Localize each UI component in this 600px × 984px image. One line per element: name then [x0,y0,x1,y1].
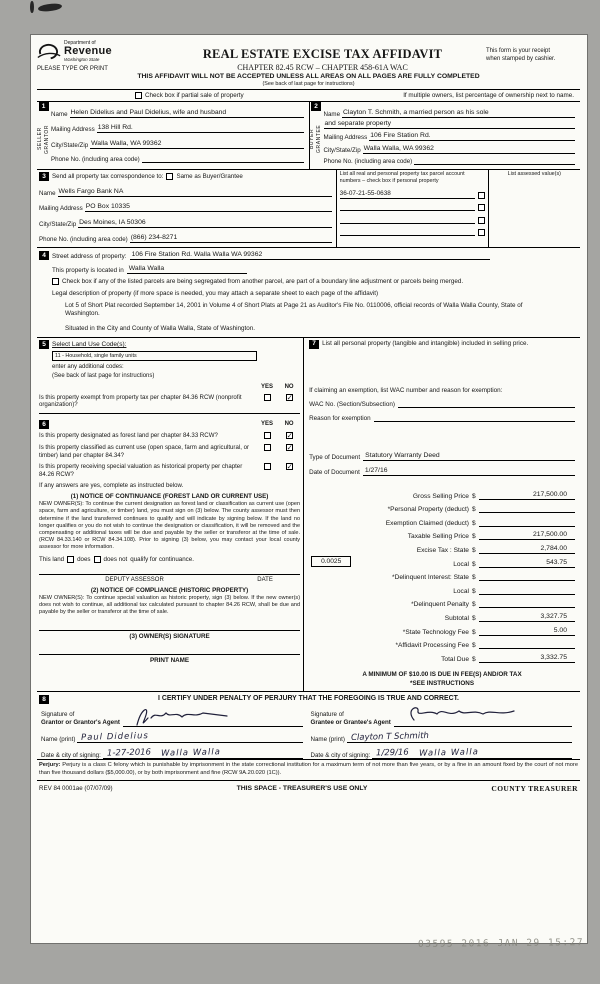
deputy-date-label: DATE [257,576,273,583]
land-use-see-back-note: (See back of last page for instructions) [52,373,155,379]
property-location-section [37,248,580,338]
dollar-sign: $ [471,642,476,650]
taxable-selling-price-value[interactable]: 217,500.00 [479,530,575,540]
street-address-value[interactable]: 106 Fire Station Rd. Walla Walla WA 99362 [130,251,490,260]
seller-phone-row [51,155,304,163]
doc-date-row [309,467,575,476]
tax-computation-section [303,338,580,691]
does-not-checkbox[interactable] [94,556,101,563]
qualify-pre-label: This land [39,555,65,563]
if-yes-note: If any answers are yes, complete as instructed below. [39,482,184,490]
please-type-or-print-note: PLEASE TYPE OR PRINT [37,66,108,72]
land-use-section [39,340,300,409]
correspondence-csz-row [39,219,332,228]
correspondence-phone-row [39,234,332,243]
tax-correspondence-section [37,170,580,248]
grantee-name-print-label: Name (print) [310,736,345,744]
seller-csz-label: City/State/Zip [51,141,89,149]
dollar-sign: $ [471,574,476,582]
yes-no-header-6 [39,420,300,429]
wac-row [309,400,575,408]
section-6-badge: 6 [39,420,49,429]
grantor-signature-cell [39,703,309,727]
excise-tax-state-row: Excise Tax : State $ 2,784.00 [309,540,575,554]
historic-yes-checkbox[interactable] [264,463,271,470]
correspondence-name-value[interactable]: Wells Fargo Bank NA [58,188,332,197]
partial-sale-label: Check box if partial sale of property [145,92,244,99]
legal-description-text[interactable]: Lot 5 of Short Plat recorded September 14, 2001 in Volume 4 of Short Plats at Page 21 as Auditor's File No. 0110006, official records of Walla Walla County, State of Washington. [65,301,523,317]
rev-form-number: REV 84 0001ae (07/07/09) [39,785,113,793]
grantee-signature-label-2: Grantee or Grantee's Agent [310,719,391,727]
street-address-label: Street address of property: [52,253,127,260]
dollar-sign: $ [471,601,476,609]
doc-type-label: Type of Document [309,454,361,461]
subtotal-value[interactable]: 3,327.75 [479,612,575,622]
seller-buyer-block [37,102,580,170]
parcel-number-4[interactable] [340,228,475,236]
historic-question: Is this property receiving special valuation as historical property per chapter 84.26 RCW? [39,463,243,478]
buyer-csz-row [324,145,576,154]
agency-wordmark [64,40,112,62]
exempt-question-row [39,394,300,409]
section-2-badge: 2 [311,102,321,111]
delinquent-interest-local-value[interactable] [479,586,575,595]
current-use-question-row [39,444,300,459]
excise-tax-affidavit-form [30,34,588,944]
correspondence-csz-value[interactable]: Des Moines, IA 50306 [78,219,332,228]
agency-name: Revenue [64,45,112,57]
receipt-note-line1: This form is your receipt [486,48,551,54]
revenue-swoosh-icon [37,41,61,62]
perjury-label: Perjury: [39,762,61,769]
buyer-phone-value[interactable] [414,157,575,165]
dollar-sign: $ [471,587,476,595]
seller-name-row [51,109,304,118]
state-technology-fee-row: *State Technology Fee $ 5.00 [309,622,575,636]
notice2-title: (2) NOTICE OF COMPLIANCE (HISTORIC PROPERTY) [90,586,249,594]
parcel-row-1 [340,190,485,199]
buyer-name-row-2 [324,120,576,129]
owners-signature-label: (3) OWNER(S) SIGNATURE [129,633,210,641]
yes-no-header-5 [39,384,300,390]
see-back-note: (See back of last page for instructions) [262,81,355,87]
reason-row [309,414,575,422]
grantor-date-city-cell [39,743,309,759]
receipt-note [486,47,580,63]
correspondence-mailing-label: Mailing Address [39,205,83,212]
grantee-city-value: Walla Walla [419,747,480,760]
grantee-date-city-label: Date & city of signing: [310,752,371,760]
does-label: does [77,555,91,563]
dollar-sign: $ [471,519,476,527]
form-footer [37,780,580,793]
land-use-code-value: 11 - Household, single family units [55,353,137,359]
seller-mailing-row [51,124,304,133]
section-3-badge: 3 [39,172,49,181]
excise-tax-state-value[interactable]: 2,784.00 [479,544,575,554]
buyer-mailing-value[interactable]: 106 Fire Station Rd. [369,132,575,141]
gross-selling-price-value[interactable]: 217,500.00 [479,490,575,500]
excise-tax-local-value[interactable]: 543.75 [479,558,575,568]
certification-section [37,692,580,760]
no-column-label-6: NO [284,421,294,428]
forest-question: Is this property designated as forest land per chapter 84.33 RCW? [39,432,218,440]
section-1-badge: 1 [39,102,49,111]
scan-artifact [38,3,63,13]
assessed-values-column [488,170,580,247]
grantee-signature-cell [309,703,579,727]
grantee-signature-field[interactable] [394,705,572,727]
forest-yes-checkbox[interactable] [264,432,271,439]
seller-csz-row [51,140,304,149]
parcel-number-2[interactable] [340,203,475,211]
historic-question-row [39,463,300,478]
completion-warning: THIS AFFIDAVIT WILL NOT BE ACCEPTED UNLESS ALL AREAS ON ALL PAGES ARE FULLY COMPLETED [137,73,480,80]
grantor-signature-field[interactable] [123,705,303,727]
buyer-mailing-label: Mailing Address [323,134,368,141]
parcel-row-2 [340,203,485,211]
dollar-sign: $ [471,492,476,500]
seller-rail [37,102,50,165]
doc-date-label: Date of Document [309,469,360,476]
total-due-row: Total Due $ 3,332.75 [309,649,575,663]
exemption-claimed-value[interactable] [479,518,575,527]
same-as-buyer-checkbox[interactable] [166,173,173,180]
buyer-mailing-row [324,132,576,141]
see-instructions-note: *SEE INSTRUCTIONS [410,679,475,687]
dollar-sign: $ [471,614,476,622]
additional-codes-label: enter any additional codes: [52,364,124,370]
dollar-sign: $ [471,506,476,514]
delinquent-interest-local-row: Local $ [309,581,575,595]
does-checkbox[interactable] [67,556,74,563]
deputy-assessor-row [39,577,300,583]
segregated-label: Check box if any of the listed parcels are being segregated from another parcel, are part of a boundary line adjustment or parcels being merged. [62,278,464,285]
qualify-post-label: qualify for continuance. [130,555,194,563]
personal-property-deduct-row: *Personal Property (deduct) $ [309,500,575,514]
grantor-date-city-label: Date & city of signing: [41,752,101,760]
section-7-badge: 7 [309,340,319,349]
form-subtitle: CHAPTER 82.45 RCW – CHAPTER 458-61A WAC [237,63,408,72]
seller-mailing-label: Mailing Address [51,126,95,133]
buyer-csz-label: City/State/Zip [323,146,361,154]
current-use-yes-checkbox[interactable] [264,444,271,451]
correspondence-mailing-value[interactable]: PO Box 10335 [85,203,332,212]
dor-logo [37,40,159,62]
dollar-sign: $ [471,546,476,554]
personal-property-checkbox-1[interactable] [478,192,485,199]
correspondence-mailing-row [39,203,332,212]
land-use-select-label: Select Land Use Code(s): [52,341,127,348]
grantor-date-city-field[interactable] [103,748,303,759]
buyer-grantee-section [309,102,581,169]
print-name-label: PRINT NAME [149,657,190,665]
seller-name-value[interactable]: Helen Didelius and Paul Didelius, wife and husband [70,109,304,118]
print-name-line[interactable] [39,640,300,655]
multiple-owners-note: If multiple owners, list percentage of ownership next to name. [403,92,574,99]
gross-selling-price-row: Gross Selling Price $ 217,500.00 [309,486,575,500]
county-treasurer-label: COUNTY TREASURER [491,784,578,794]
doc-type-value[interactable]: Statutory Warranty Deed [363,452,575,461]
correspondence-phone-label: Phone No. (including area code) [39,236,128,243]
parcel-number-1[interactable]: 36-07-21-55-0638 [340,190,475,199]
seller-grantor-section [37,102,309,169]
delinquent-interest-state-value[interactable] [479,572,575,581]
reason-value[interactable] [374,414,575,422]
current-use-question: Is this property classified as current use (open space, farm and agricultural, or timber) land per chapter 84.34? [39,444,249,459]
exemption-note: If claiming an exemption, list WAC number and reason for exemption: [309,387,503,394]
buyer-phone-label: Phone No. (including area code) [323,158,413,165]
classification-section [39,413,300,665]
section-4-badge: 4 [39,251,49,260]
state-technology-fee-value[interactable]: 5.00 [479,626,575,636]
minimum-fee-note: A MINIMUM OF $10.00 IS DUE IN FEE(S) AND/OR TAX *SEE INSTRUCTIONS [309,671,575,689]
seller-csz-value[interactable]: Walla Walla, WA 99362 [90,140,303,149]
seller-phone-label: Phone No. (including area code) [51,156,140,163]
personal-property-checkbox-3[interactable] [478,217,485,224]
dollar-sign: $ [471,655,476,663]
grantee-name-print-field[interactable] [347,732,572,743]
dollar-sign: $ [471,560,476,568]
taxable-selling-price-row: Taxable Selling Price $ 217,500.00 [309,527,575,541]
total-due-value[interactable]: 3,332.75 [479,653,575,663]
located-in-label: This property is located in [52,266,124,274]
form-title: REAL ESTATE EXCISE TAX AFFIDAVIT [202,47,443,61]
forest-no-checkbox[interactable]: ✓ [286,431,293,441]
correspondence-send-row [39,172,332,181]
notice1-title: (1) NOTICE OF CONTINUANCE (FOREST LAND OR CURRENT USE) [70,493,269,501]
grantor-city-value: Walla Walla [160,747,221,760]
seller-phone-value[interactable] [142,155,304,163]
grantor-signature-label-2: Grantor or Grantor's Agent [41,719,120,727]
buyer-name-value-2[interactable]: and separate property [324,120,576,129]
parcel-numbers-header: List all real and personal property tax parcel account numbers – check box if personal property [339,171,465,185]
grantor-signature [131,703,251,731]
deputy-assessor-signature-line[interactable] [39,563,300,575]
certify-statement: I CERTIFY UNDER PENALTY OF PERJURY THAT THE FOREGOING IS TRUE AND CORRECT. [158,695,459,703]
correspondence-csz-label: City/State/Zip [39,220,77,228]
same-as-buyer-label: Same as Buyer/Grantee [176,173,243,180]
wac-label: WAC No. (Section/Subsection) [309,401,395,408]
dollar-sign: $ [471,628,476,636]
perjury-notice [37,760,580,778]
buyer-phone-row [324,157,576,165]
buyer-name-value[interactable]: Clayton T. Schmith, a married person as his sole [342,109,575,118]
wac-value[interactable] [398,400,575,408]
seller-grantor-vertical-label: SELLER GRANTOR [36,124,50,154]
personal-property-label: List all personal property (tangible and intangible) included in selling price. [322,340,529,347]
section-8-badge: 8 [39,695,49,704]
header-left [37,40,159,72]
assessed-values-header: List assessed value(s) [507,171,561,177]
correspondence-phone-value[interactable]: (866) 234-8271 [130,234,332,243]
scan-artifact [30,1,34,13]
correspondence-name-label: Name [39,189,56,197]
located-in-value[interactable]: Walla Walla [127,265,247,274]
partial-sale-checkbox[interactable] [135,92,142,99]
buyer-name-label: Name [323,110,341,118]
section-5-badge: 5 [39,340,49,349]
exempt-yes-checkbox[interactable] [264,394,271,401]
deputy-assessor-label: DEPUTY ASSESSOR [105,576,164,583]
lower-two-columns [37,338,580,692]
send-correspondence-label: Send all property tax correspondence to: [52,173,164,180]
grantor-date-value: 1-27-2016 [106,747,151,759]
subtotal-row: Subtotal $ 3,327.75 [309,608,575,622]
yes-column-label: YES [261,384,274,390]
treasurer-space-label: THIS SPACE - TREASURER'S USE ONLY [236,785,368,793]
local-rate-box[interactable]: 0.0025 [311,556,351,567]
reason-label: Reason for exemption [309,415,371,422]
parcel-row-3 [340,216,485,224]
grantor-name-print-label: Name (print) [41,736,76,744]
delinquent-interest-state-row: *Delinquent Interest: State $ [309,568,575,582]
buyer-grantee-vertical-label: BUYER GRANTEE [309,124,322,154]
notice1-body: NEW OWNER(S): To continue the current designation as forest land or classification as current use (open space, farm and agriculture, or timber) land, you must sign on (3) below. The county assessor must then determine if the land transferred continues to qualify and will indicate by signing below. If the land no longer qualifies or you do not wish to continue the designation or classification, it will be removed and the compensating or additional taxes will be due and payable by the seller or transferor at the time of sale. (RCW 84.33.140 or RCW 84.34.108). Prior to signing (3) below, you may contact your local county assessor for more information. [39,501,301,551]
header-center [159,40,486,72]
buyer-name-row [324,109,576,118]
parcel-row-4 [340,228,485,236]
grantee-date-city-field[interactable] [372,748,572,759]
segregated-checkbox[interactable] [52,278,59,285]
personal-property-checkbox-4[interactable] [478,229,485,236]
grantor-signature-label-1: Signature of [41,711,75,719]
does-not-label: does not [103,555,128,563]
grantee-date-value: 1/29/16 [376,747,410,759]
current-use-no-checkbox[interactable]: ✓ [286,443,293,453]
forest-question-row [39,432,300,441]
grantor-name-print-value: Paul Didelius [81,731,150,744]
grantee-signature-label-1: Signature of [310,711,344,719]
affidavit-processing-fee-value[interactable] [479,640,575,649]
dollar-sign: $ [471,533,476,541]
owners-signature-line[interactable] [39,616,300,631]
cashier-date-stamp: 03595 2016 JAN 29 15:27 [417,937,585,950]
situated-text[interactable]: Situated in the City and County of Walla Walla, State of Washington. [65,324,256,332]
delinquent-penalty-row: *Delinquent Penalty $ [309,595,575,609]
no-column-label: NO [284,384,294,390]
delinquent-penalty-value[interactable] [479,599,575,608]
doc-type-row [309,452,575,461]
grantee-name-print-value: Clayton T Schmith [350,731,429,744]
grantor-name-print-field[interactable] [77,732,302,743]
seller-name-label: Name [51,110,68,118]
parcel-numbers-column [336,170,488,247]
qualify-row [39,556,300,563]
grantee-date-city-cell [309,743,579,759]
exemption-claimed-row: Exemption Claimed (deduct) $ [309,513,575,527]
seller-mailing-value[interactable]: 138 Hill Rd. [97,124,304,133]
personal-property-deduct-value[interactable] [479,504,575,513]
buyer-csz-value[interactable]: Walla Walla, WA 99362 [363,145,575,154]
affidavit-processing-fee-row: *Affidavit Processing Fee $ [309,636,575,650]
agency-state-label: Washington State [64,57,100,62]
notice2-body: NEW OWNER(S): To continue special valuation as historic property, sign (3) below. If the new owner(s) does not wish to continue, all additional tax calculated pursuant to chapter 84.26 RCW, shall be due and payable by the seller or transferor at the time of sale. [39,594,301,616]
personal-property-checkbox-2[interactable] [478,204,485,211]
correspondence-name-row [39,188,332,197]
receipt-note-line2: when stamped by cashier. [486,56,556,63]
parcel-number-3[interactable] [340,216,475,224]
historic-no-checkbox[interactable]: ✓ [286,462,293,472]
excise-tax-local-row: 0.0025 Local $ 543.75 [309,554,575,568]
legal-description-label: Legal description of property (if more space is needed, you may attach a separate sheet to each page of the affidavit) [52,289,379,297]
partial-sale-row [37,89,580,102]
doc-date-value[interactable]: 1/27/16 [363,467,575,476]
yes-column-label-6: YES [261,421,274,428]
exempt-no-checkbox[interactable]: ✓ [286,392,293,402]
perjury-body: Perjury is a class C felony which is punishable by imprisonment in the state correctional institution for a maximum term of not more than five years, or by a fine in an amount fixed by the court of not more than five thousand dollars ($5,000.00), or by both imprisonment and fine (RCW 9A.20.020 (1C)). [39,762,578,776]
agency-dept-label: Department of [64,40,96,46]
form-header [37,40,580,72]
land-use-code-box[interactable] [52,351,257,361]
exempt-question: Is this property exempt from property tax per chapter 84.36 RCW (nonprofit organization)? [39,393,242,409]
buyer-rail [310,102,323,165]
grantee-signature [402,703,532,731]
